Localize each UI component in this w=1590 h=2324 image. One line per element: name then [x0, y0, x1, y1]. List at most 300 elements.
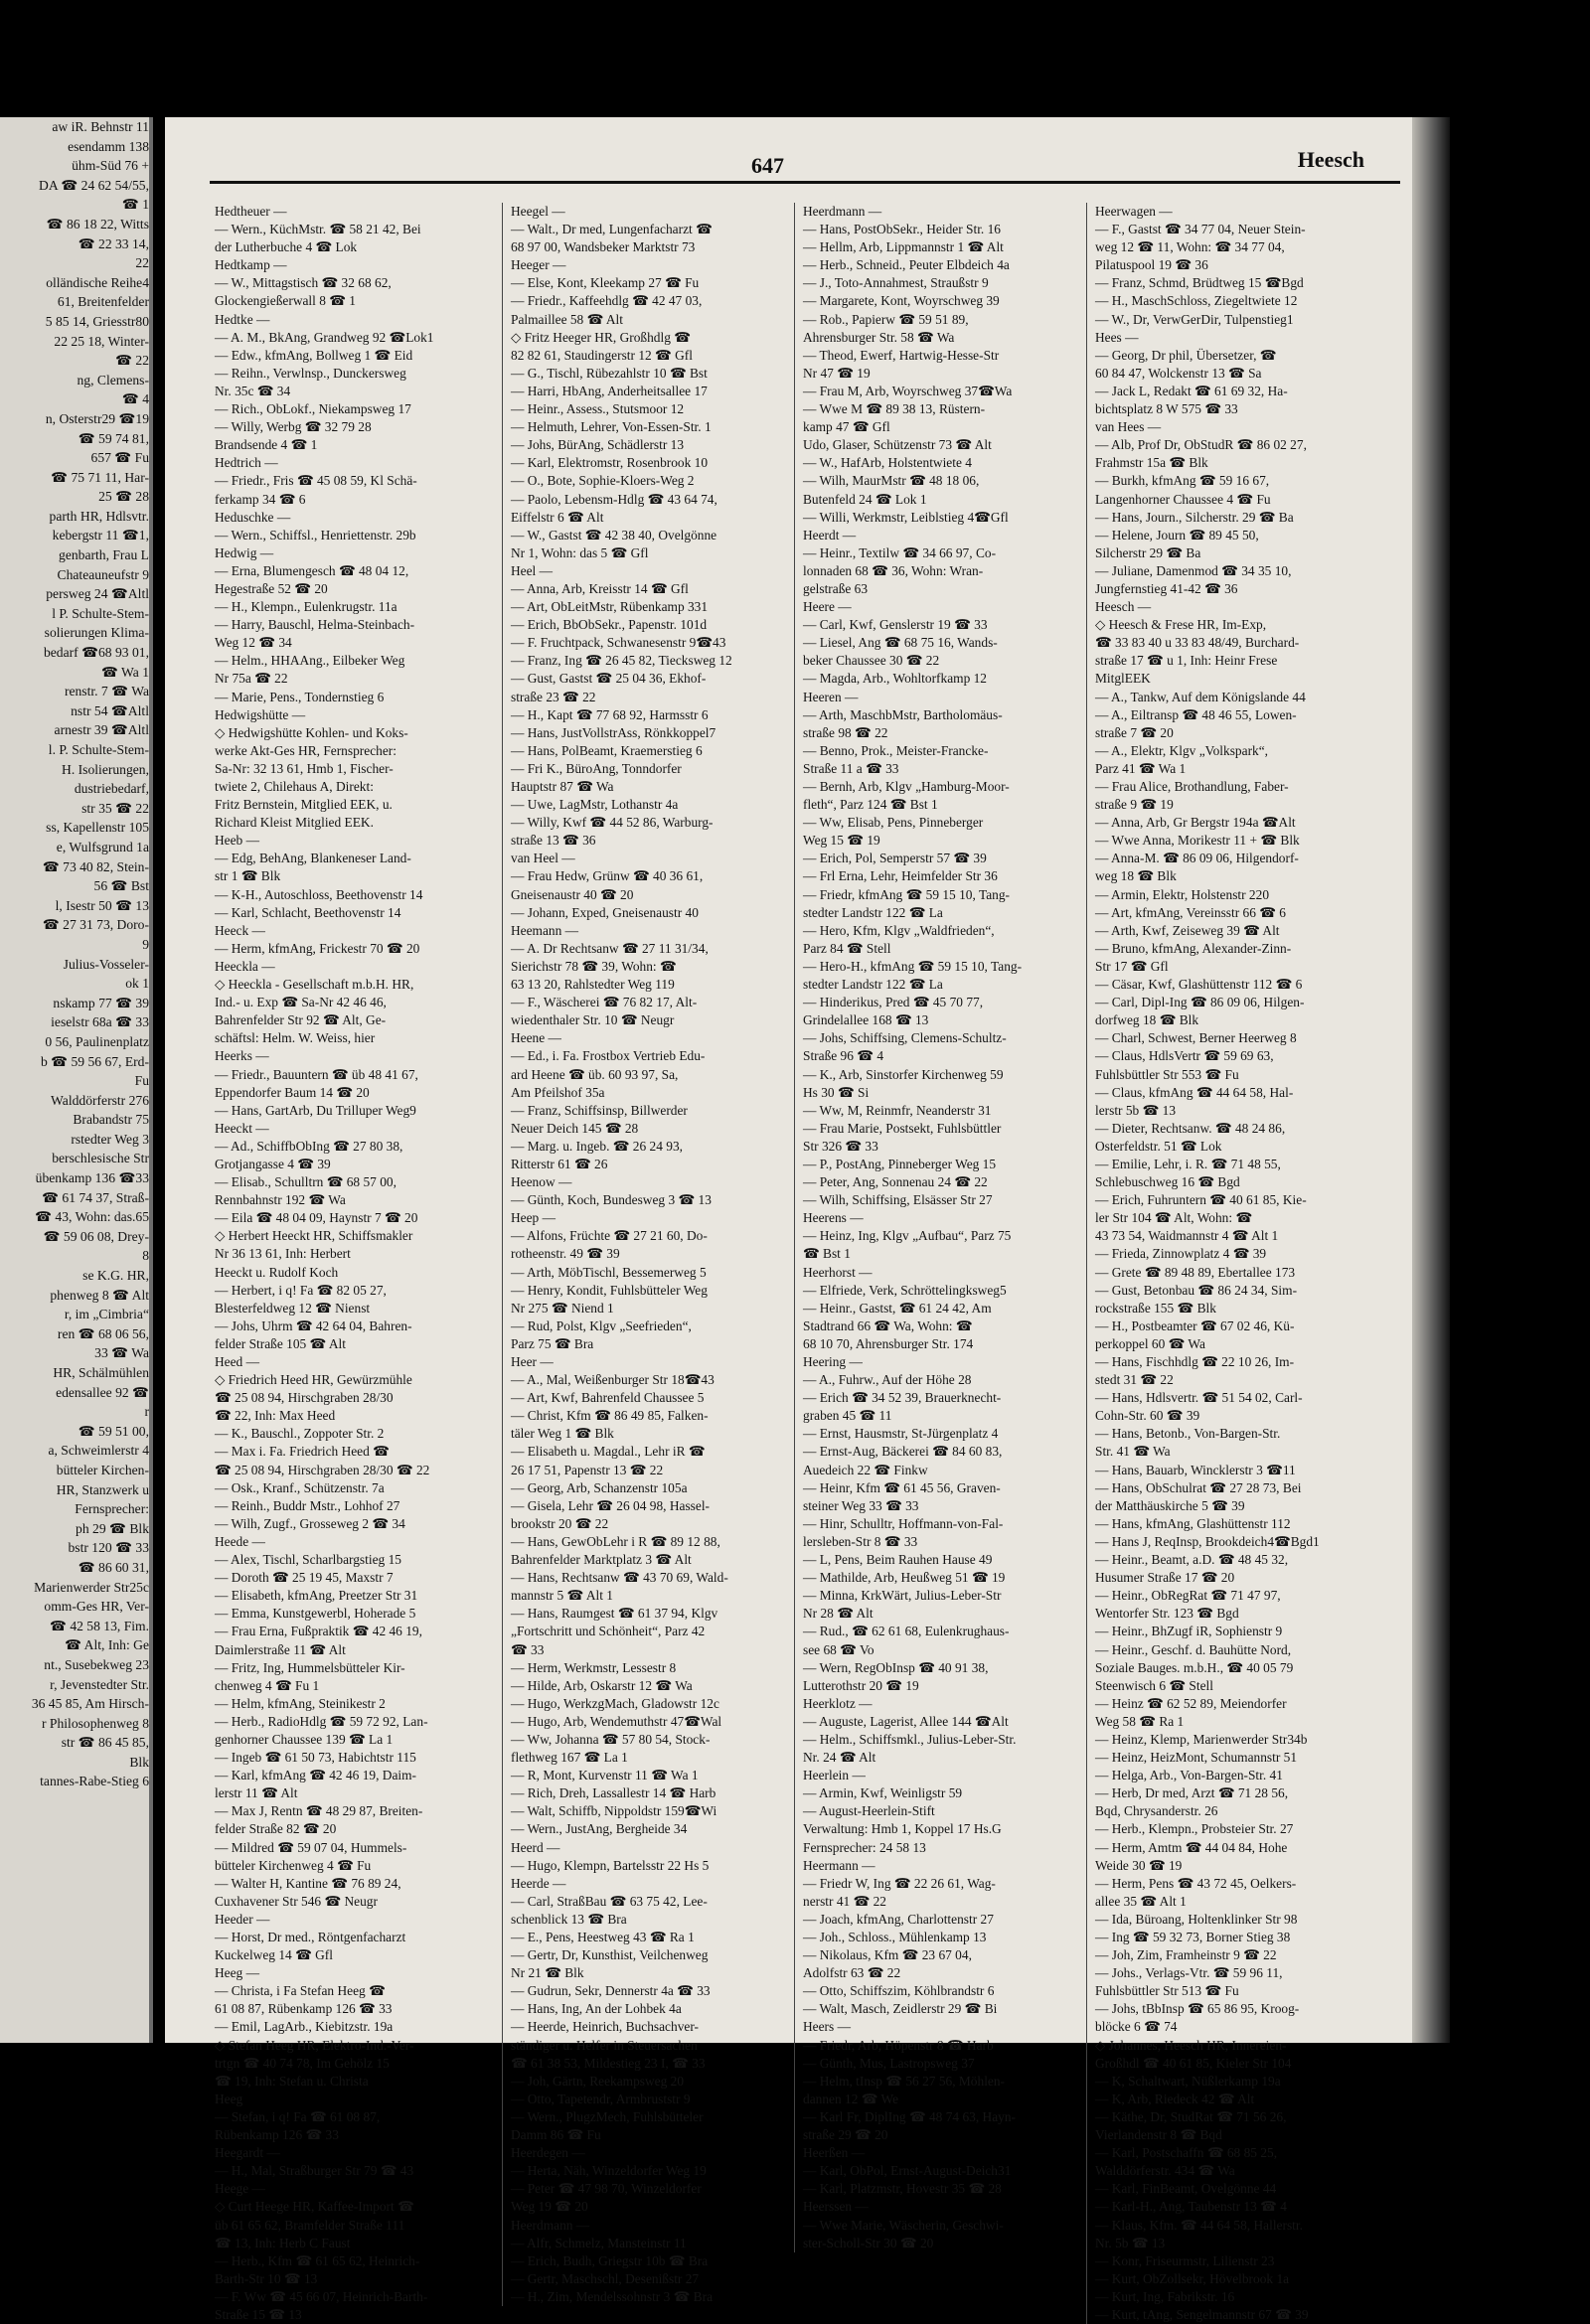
directory-line: Heel — — [511, 562, 554, 578]
directory-line: — Anna, Arb, Kreisstr 14 ☎ Gfl — [511, 580, 689, 596]
directory-line: — Alex, Tischl, Scharlbargstieg 15 — [215, 1552, 401, 1568]
previous-page-line: kebergstr 11 ☎1, — [52, 528, 149, 543]
previous-page-line: ☎ 73 40 82, Stein- — [42, 858, 149, 874]
directory-line: — Uwe, LagMstr, Lothanstr 4a — [511, 797, 679, 813]
directory-line: — Willi, Werkmstr, Leiblstieg 4☎Gfl — [803, 509, 1009, 525]
directory-line: rotheenstr. 49 ☎ 39 — [511, 1246, 620, 1262]
directory-line: Heege — — [215, 2181, 265, 2197]
directory-line: — Heinr., Beamt, a.D. ☎ 48 45 32, — [1095, 1552, 1289, 1568]
directory-line: — Herbert, i q! Fa ☎ 82 05 27, — [215, 1282, 387, 1298]
directory-line: — Rud, Polst, Klgv „Seefrieden“, — [511, 1317, 692, 1333]
directory-line: Heerks — — [215, 1048, 269, 1064]
directory-line: — P., PostAng, Pinneberger Weg 15 — [803, 1156, 997, 1171]
directory-line: ☎ 33 83 40 u 33 83 48/49, Burchard- — [1095, 635, 1300, 651]
directory-line: Nr 28 ☎ Alt — [803, 1606, 874, 1622]
directory-line: — Hero-H., kfmAng ☎ 59 15 10, Tang- — [803, 958, 1023, 974]
directory-line: — Minna, KrkWärt, Julius-Leber-Str — [803, 1588, 1002, 1604]
directory-line: felder Straße 105 ☎ Alt — [215, 1335, 346, 1351]
directory-line: straße 23 ☎ 22 — [511, 689, 596, 704]
directory-line: — Hugo, Klempn, Bartelsstr 22 Hs 5 — [511, 1857, 710, 1873]
directory-line: Heerssen — — [803, 2199, 869, 2215]
directory-line: Heesch — — [1095, 599, 1152, 615]
directory-line: — Frau Hedw, Grünw ☎ 40 36 61, — [511, 868, 704, 884]
directory-line: genhorner Chaussee 139 ☎ La 1 — [215, 1731, 394, 1747]
previous-page-line: ok 1 — [125, 976, 149, 992]
directory-line: Str 326 ☎ 33 — [803, 1138, 878, 1154]
directory-line: — Erich, Fuhruntern ☎ 40 61 85, Kie- — [1095, 1192, 1307, 1208]
directory-line: — Hans, Bauarb, Wincklerstr 3 ☎11 — [1095, 1462, 1296, 1477]
column-3 — [794, 203, 1079, 2252]
directory-page — [165, 117, 1412, 2322]
previous-page-line: ☎ 59 51 00, — [78, 1423, 149, 1439]
directory-line: — Joh, Gärtn, Reekampsweg 20 — [511, 2073, 685, 2089]
directory-line: — Friedr., Fris ☎ 45 08 59, Kl Schä- — [215, 473, 417, 489]
directory-line: Parz 84 ☎ Stell — [803, 940, 891, 956]
directory-line: — Heinr., Assess., Stutsmoor 12 — [511, 401, 685, 417]
directory-line: Heede — — [215, 1533, 265, 1549]
directory-line: nerstr 41 ☎ 22 — [803, 1893, 886, 1909]
previous-page-line: ☎ 43, Wohn: das.65 — [35, 1209, 149, 1225]
directory-line: — Carl, Dipl-Ing ☎ 86 09 06, Hilgen- — [1095, 995, 1305, 1010]
directory-line: — Hans, GartArb, Du Trilluper Weg9 — [215, 1102, 416, 1118]
previous-page-line: ☎ 86 60 31, — [78, 1559, 149, 1575]
directory-line: — Hans, Raumgest ☎ 61 37 94, Klgv — [511, 1606, 718, 1622]
directory-line: 61 08 87, Rübenkamp 126 ☎ 33 — [215, 2001, 393, 2017]
directory-line: — Georg, Arb, Schanzenstr 105a — [511, 1479, 688, 1495]
directory-line: täler Weg 1 ☎ Blk — [511, 1426, 614, 1442]
directory-line: — Ww, Elisab, Pens, Pinneberger — [803, 815, 984, 831]
directory-line: — Heinz, Klemp, Marienwerder Str34b — [1095, 1731, 1308, 1747]
directory-line: Hedwig — — [215, 544, 274, 560]
directory-line: — Fri K., BüroAng, Tonndorfer — [511, 760, 682, 776]
directory-line: — Erich, BbObSekr., Papenstr. 101d — [511, 617, 708, 633]
previous-page-line: olländische Reihe4 — [46, 274, 149, 290]
directory-line: — Christ, Kfm ☎ 86 49 85, Falken- — [511, 1408, 709, 1424]
directory-line: — Ww, Johanna ☎ 57 80 54, Stock- — [511, 1731, 711, 1747]
directory-line: — Karl, Schlacht, Beethovenstr 14 — [215, 904, 401, 920]
directory-line: 43 73 54, Waidmannstr 4 ☎ Alt 1 — [1095, 1228, 1279, 1244]
directory-line: ◇ Fritz Heeger HR, Großhdlg ☎ — [511, 329, 691, 345]
previous-page-line: ☎ 27 31 73, Doro- — [42, 917, 149, 933]
directory-line: — Hans, Betonb., Von-Bargen-Str. — [1095, 1426, 1281, 1442]
directory-line: Str 17 ☎ Gfl — [1095, 958, 1169, 974]
directory-line: beker Chaussee 30 ☎ 22 — [803, 653, 940, 669]
previous-page-line: ☎ 22 33 14, — [78, 235, 149, 251]
directory-line: — Wern., KüchMstr. ☎ 58 21 42, Bei — [215, 222, 421, 237]
directory-line: Heering — — [803, 1354, 863, 1369]
previous-page-line: 22 25 18, Winter- — [54, 333, 149, 349]
directory-line: Ind.- u. Exp ☎ Sa-Nr 42 46 46, — [215, 995, 387, 1010]
directory-line: ard Heene ☎ üb. 60 93 97, Sa, — [511, 1066, 679, 1082]
directory-line: — Johs, BürAng, Schädlerstr 13 — [511, 437, 685, 453]
directory-line: — Hans, kfmAng, Glashüttenstr 112 — [1095, 1515, 1291, 1531]
directory-line: — A. M., BkAng, Grandweg 92 ☎Lok1 — [215, 329, 434, 345]
directory-line: Vierlandenstr 8 ☎ Bqd — [1095, 2127, 1222, 2143]
directory-line: — Mildred ☎ 59 07 04, Hummels- — [215, 1839, 407, 1855]
directory-line: Heere — — [803, 599, 852, 615]
directory-line: — W., Dr, VerwGerDir, Tulpenstieg1 — [1095, 311, 1294, 327]
directory-line: dannen 12 ☎ We — [803, 2091, 899, 2106]
directory-line: — Edw., kfmAng, Bollweg 1 ☎ Eid — [215, 347, 413, 363]
directory-line: — Anna, Arb, Gr Bergstr 194a ☎Alt — [1095, 815, 1296, 831]
directory-line: — E., Pens, Heestweg 43 ☎ Ra 1 — [511, 1930, 695, 1944]
directory-line: — Marg. u. Ingeb. ☎ 26 24 93, — [511, 1138, 684, 1154]
directory-line: Heerdt — — [803, 527, 857, 542]
directory-line: 82 82 61, Staudingerstr 12 ☎ Gfl — [511, 347, 693, 363]
previous-page-line: Marienwerder Str25c — [34, 1579, 149, 1595]
directory-line: ☎ 13, Inh: Herb C Faust — [215, 2235, 351, 2250]
directory-line: fleth“, Parz 124 ☎ Bst 1 — [803, 797, 938, 813]
directory-line: — H., Kapt ☎ 77 68 92, Harmsstr 6 — [511, 706, 709, 722]
directory-line: straße 9 ☎ 19 — [1095, 797, 1174, 813]
directory-line: Damm 86 ☎ Fu — [511, 2127, 601, 2143]
directory-line: Soziale Bauges. m.b.H., ☎ 40 05 79 — [1095, 1659, 1294, 1675]
directory-line: — Bernh, Arb, Klgv „Hamburg-Moor- — [803, 779, 1010, 794]
directory-line: — Herm, kfmAng, Frickestr 70 ☎ 20 — [215, 940, 420, 956]
directory-line: — Art, kfmAng, Vereinsstr 66 ☎ 6 — [1095, 904, 1286, 920]
previous-page-line: DA ☎ 24 62 54/55, — [39, 177, 149, 193]
directory-line: üb 61 65 62, Bramfelder Straße 111 — [215, 2217, 405, 2233]
directory-line: — Karl, Platzmstr, Hovestr 35 ☎ 28 — [803, 2181, 1002, 2197]
directory-line: Hedtkamp — — [215, 257, 287, 273]
directory-line: — W., Gastst ☎ 42 38 40, Ovelgönne — [511, 527, 717, 542]
previous-page-line: ☎ Wa 1 — [100, 664, 149, 680]
previous-page-line: r, Jevenstedter Str. — [50, 1676, 149, 1692]
directory-line: — Frieda, Zinnowplatz 4 ☎ 39 — [1095, 1246, 1267, 1262]
previous-page-line: n, Osterstr29 ☎19 — [45, 410, 149, 426]
directory-line: — Franz, Schiffsinsp, Billwerder — [511, 1102, 688, 1118]
directory-line: Heene — — [511, 1030, 561, 1046]
directory-line: ◇ Heeckla - Gesellschaft m.b.H. HR, — [215, 977, 414, 993]
column-4 — [1086, 203, 1373, 2324]
directory-line: — Friedr., Bauuntern ☎ üb 48 41 67, — [215, 1066, 418, 1082]
previous-page-line: 5 85 14, Griesstr80 — [45, 313, 149, 329]
directory-line: — Erich ☎ 34 52 39, Brauerknecht- — [803, 1390, 1002, 1406]
directory-line: Heers — — [803, 2019, 851, 2035]
directory-line: gelstraße 63 — [803, 580, 869, 596]
directory-line: — Johs, Schiffsing, Clemens-Schultz- — [803, 1030, 1007, 1046]
directory-line: ☎ Bst 1 — [803, 1246, 851, 1262]
directory-line: str 1 ☎ Blk — [215, 868, 281, 884]
directory-line: felder Straße 82 ☎ 20 — [215, 1821, 337, 1837]
directory-line: see 68 ☎ Vo — [803, 1641, 874, 1657]
directory-line: Heermann — — [803, 1857, 875, 1873]
directory-line: — Hugo, WerkzgMach, Gladowstr 12c — [511, 1695, 719, 1711]
directory-line: Ahrensburger Str. 58 ☎ Wa — [803, 329, 955, 345]
previous-page-line: aw iR. Behnstr 11 — [52, 119, 149, 134]
directory-line: Sa-Nr: 32 13 61, Hmb 1, Fischer- — [215, 760, 394, 776]
directory-line: — Carl, Kwf, Genslerstr 19 ☎ 33 — [803, 617, 988, 633]
directory-line: — Gust, Gastst ☎ 25 04 36, Ekhof- — [511, 671, 707, 687]
directory-line: Heeren — — [803, 689, 859, 704]
directory-line: schenblick 13 ☎ Bra — [511, 1911, 627, 1927]
directory-line: — Heinr, Kfm ☎ 61 45 56, Graven- — [803, 1479, 1001, 1495]
directory-line: — Frau Erna, Fußpraktik ☎ 42 46 19, — [215, 1624, 422, 1639]
directory-line: dorfweg 18 ☎ Blk — [1095, 1012, 1199, 1028]
directory-line: — Gertr, Maschschl, Desenißstr 27 — [511, 2270, 700, 2286]
directory-line: — Ing ☎ 59 32 73, Borner Stieg 38 — [1095, 1930, 1291, 1944]
directory-line: — Wwe Marie, Wäscherin, Geschwi- — [803, 2217, 1004, 2233]
directory-line: — Hugo, Arb, Wendemuthstr 47☎Wal — [511, 1713, 722, 1729]
directory-line: — Ida, Büroang, Holtenklinker Str 98 — [1095, 1911, 1298, 1927]
directory-line: Heeckt u. Rudolf Koch — [215, 1264, 339, 1280]
directory-line: Pilatuspool 19 ☎ 36 — [1095, 257, 1208, 273]
directory-line: — Heinr., Geschf. d. Bauhütte Nord, — [1095, 1641, 1292, 1657]
directory-line: — Hilde, Arb, Oskarstr 12 ☎ Wa — [511, 1677, 693, 1693]
directory-line: der Lutherbuche 4 ☎ Lok — [215, 239, 358, 255]
directory-line: Udo, Glaser, Schützenstr 73 ☎ Alt — [803, 437, 992, 453]
previous-page-line: b ☎ 59 56 67, Erd- — [40, 1053, 149, 1069]
directory-line: — Horst, Dr med., Röntgenfacharzt — [215, 1930, 406, 1944]
directory-line: Walddörferstr. 434 ☎ Wa — [1095, 2163, 1235, 2179]
directory-line: Weg 19 ☎ 20 — [511, 2199, 588, 2215]
directory-line: straße 17 ☎ u 1, Inh: Heinr Frese — [1095, 653, 1278, 669]
directory-line: „Fortschritt und Schönheit“, Parz 42 — [511, 1624, 706, 1639]
directory-line: — Ernst-Aug, Bäckerei ☎ 84 60 83, — [803, 1444, 1003, 1460]
directory-line: ☎ 25 08 94, Hirschgraben 28/30 ☎ 22 — [215, 1462, 430, 1477]
directory-line: — H., MaschSchloss, Ziegeltwiete 12 — [1095, 293, 1298, 309]
directory-line: — Hans, Ing, An der Lohbek 4a — [511, 2001, 682, 2017]
directory-line: Eiffelstr 6 ☎ Alt — [511, 509, 604, 525]
directory-line: ◇ Hedwigshütte Kohlen- und Koks- — [215, 724, 408, 740]
directory-line: der Matthäuskirche 5 ☎ 39 — [1095, 1497, 1245, 1513]
directory-line: — Helm., HHAAng., Eilbeker Weg — [215, 653, 405, 669]
directory-line: Fritz Bernstein, Mitglied EEK, u. — [215, 797, 393, 813]
directory-line: ◇ Friedrich Heed HR, Gewürzmühle — [215, 1372, 412, 1388]
directory-line: — Wilh, Zugf., Grosseweg 2 ☎ 34 — [215, 1515, 405, 1531]
directory-line: — Hans, Rechtsanw ☎ 43 70 69, Wald- — [511, 1570, 728, 1586]
directory-line: — Friedr W, Ing ☎ 22 26 61, Wag- — [803, 1875, 996, 1891]
directory-line: lersleben-Str 8 ☎ 33 — [803, 1533, 918, 1549]
directory-line: — Heinr., BhZugf iR, Sophienstr 9 — [1095, 1624, 1283, 1639]
directory-line: — Joach, kfmAng, Charlottenstr 27 — [803, 1911, 994, 1927]
directory-line: — Margarete, Kont, Woyrschweg 39 — [803, 293, 1000, 309]
directory-line: Eppendorfer Baum 14 ☎ 20 — [215, 1084, 370, 1100]
directory-line: — Magda, Arb., Wohltorfkamp 12 — [803, 671, 988, 687]
directory-line: — Helga, Arb., Von-Bargen-Str. 41 — [1095, 1768, 1283, 1783]
previous-page-line: esendamm 138 — [68, 138, 149, 154]
directory-line: — Anna-M. ☎ 86 09 06, Hilgendorf- — [1095, 851, 1299, 866]
directory-line: werke Akt-Ges HR, Fernsprecher: — [215, 742, 397, 758]
directory-line: Heeger — — [511, 257, 566, 273]
directory-line: — Armin, Elektr, Holstenstr 220 — [1095, 886, 1270, 902]
directory-line: Heerdmann — — [511, 2217, 590, 2233]
directory-line: Heemann — — [511, 922, 579, 938]
directory-line: — Eila ☎ 48 04 09, Haynstr 7 ☎ 20 — [215, 1210, 418, 1226]
directory-line: Nr. 24 ☎ Alt — [803, 1750, 876, 1766]
directory-line: Verwaltung: Hmb 1, Koppel 17 Hs.G — [803, 1821, 1002, 1837]
directory-line: ständiger u. Helfer in Steuersachen — [511, 2037, 698, 2053]
directory-line: — F. Ww ☎ 45 66 07, Heinrich-Barth- — [215, 2288, 428, 2304]
directory-line: Brandsende 4 ☎ 1 — [215, 437, 318, 453]
directory-line: — Nikolaus, Kfm ☎ 23 67 04, — [803, 1947, 972, 1963]
directory-line: — Johs., Verlags-Vtr. ☎ 59 96 11, — [1095, 1965, 1283, 1981]
directory-line: — Heinz, HeizMont, Schumannstr 51 — [1095, 1750, 1298, 1766]
previous-page-line: ☎ 4 — [121, 391, 149, 407]
directory-line: graben 45 ☎ 11 — [803, 1408, 892, 1424]
directory-line: — Hans, ObSchulrat ☎ 27 28 73, Bei — [1095, 1479, 1302, 1495]
column-2 — [502, 203, 787, 2306]
directory-line: Großhdl ☎ 40 61 85, Kieler Str 104 — [1095, 2055, 1292, 2071]
directory-line: — Wern, RegObInsp ☎ 40 91 38, — [803, 1659, 989, 1675]
directory-line: — Elfriede, Verk, Schröttelingksweg5 — [803, 1282, 1007, 1298]
column-1 — [215, 203, 503, 2324]
directory-line: Nr 275 ☎ Niend 1 — [511, 1300, 614, 1316]
directory-line: — Paolo, Lebensm-Hdlg ☎ 43 64 74, — [511, 491, 717, 507]
directory-line: — Osk., Kranf., Schützenstr. 7a — [215, 1479, 385, 1495]
directory-line: — Art, ObLeitMstr, Rübenkamp 331 — [511, 599, 709, 615]
directory-line: Heerhorst — — [803, 1264, 873, 1280]
directory-line: twiete 2, Chilehaus A, Direkt: — [215, 779, 374, 794]
directory-line: — Hellm, Arb, Lippmannstr 1 ☎ Alt — [803, 239, 1004, 255]
directory-line: — Hans, Journ., Silcherstr. 29 ☎ Ba — [1095, 509, 1294, 525]
directory-line: — Günth, Koch, Bundesweg 3 ☎ 13 — [511, 1192, 712, 1208]
directory-line: Am Pfeilshof 35a — [511, 1084, 605, 1100]
previous-page-line: Blk — [129, 1754, 149, 1770]
previous-page-line: ss, Kapellenstr 105 — [46, 820, 149, 836]
directory-line: Heerens — — [803, 1210, 864, 1226]
directory-line: — Rich, Dreh, Lassallestr 14 ☎ Harb — [511, 1785, 716, 1801]
previous-page-line: ng, Clemens- — [77, 372, 149, 387]
directory-line: ◇ Johannes, Heesch HR, Innereien- — [1095, 2037, 1287, 2053]
directory-line: schäftsl: Helm. W. Weiss, hier — [215, 1030, 376, 1046]
directory-line: — Heinr., ObRegRat ☎ 71 47 97, — [1095, 1588, 1281, 1604]
directory-line: — Otto, Tapetendr, Armbruststr 9 — [511, 2091, 691, 2106]
directory-line: — K-H., Autoschloss, Beethovenstr 14 — [215, 886, 423, 902]
directory-line: — Ad., SchiffbObIng ☎ 27 80 38, — [215, 1138, 403, 1154]
directory-line: — Gust, Betonbau ☎ 86 24 34, Sim- — [1095, 1282, 1298, 1298]
directory-line: — H., Zim, Mendelssohnstr 3 ☎ Bra — [511, 2288, 714, 2304]
directory-line: bütteler Kirchenweg 4 ☎ Fu — [215, 1857, 372, 1873]
directory-line: — Fritz, Ing, Hummelsbütteler Kir- — [215, 1659, 405, 1675]
previous-page-line: berschlesische Str — [52, 1151, 149, 1166]
directory-line: Heerdegen — — [511, 2145, 585, 2161]
directory-line: — Herb, Dr med, Arzt ☎ 71 28 56, — [1095, 1785, 1289, 1801]
directory-line: — Johs, Uhrm ☎ 42 64 04, Bahren- — [215, 1317, 412, 1333]
directory-line: — Rud., ☎ 62 61 68, Eulenkrughaus- — [803, 1624, 1010, 1639]
previous-page-line: persweg 24 ☎Altl — [46, 586, 149, 602]
directory-line: — Helm, kfmAng, Steinikestr 2 — [215, 1695, 386, 1711]
directory-line: Barth-Str 10 ☎ 13 — [215, 2270, 318, 2286]
directory-line: Daimlerstraße 11 ☎ Alt — [215, 1641, 346, 1657]
directory-line: Weg 15 ☎ 19 — [803, 833, 880, 849]
directory-line: — Alfr, Schmelz, Mansteinstr 11 — [511, 2235, 687, 2250]
directory-line: Str. 41 ☎ Wa — [1095, 1444, 1171, 1460]
directory-line: — Cäsar, Kwf, Glashüttenstr 112 ☎ 6 — [1095, 977, 1303, 993]
directory-line: — Theod, Ewerf, Hartwig-Hesse-Str — [803, 347, 1000, 363]
directory-line: Heegel — — [511, 204, 565, 219]
directory-line: — Ww, M, Reinmfr, Neanderstr 31 — [803, 1102, 992, 1118]
directory-line: Hedtheuer — — [215, 204, 287, 219]
directory-line: — K, Schaltwart, Nüßlerkamp 19a — [1095, 2073, 1281, 2089]
directory-line: 68 97 00, Wandsbeker Marktstr 73 — [511, 239, 696, 255]
previous-page-line: ☎ 59 74 81, — [78, 430, 149, 446]
running-header: Heesch — [1297, 147, 1364, 172]
directory-line: — Willy, Kwf ☎ 44 52 86, Warburg- — [511, 815, 714, 831]
previous-page-line: str 35 ☎ 22 — [81, 800, 149, 816]
previous-page-line: bedarf ☎68 93 01, — [43, 645, 149, 661]
previous-page-line: ☎ 59 06 08, Drey- — [43, 1228, 149, 1244]
previous-page-lines — [0, 117, 149, 1791]
directory-line: — Hans, Fischhdlg ☎ 22 10 26, Im- — [1095, 1354, 1295, 1369]
directory-line: Straße 96 ☎ 4 — [803, 1048, 884, 1064]
previous-page-line: nt., Susebekweg 23 — [44, 1656, 149, 1672]
directory-line: — H., Klempn., Eulenkrugstr. 11a — [215, 599, 398, 615]
directory-line: — Doroth ☎ 25 19 45, Maxstr 7 — [215, 1570, 394, 1586]
directory-line: — Wilh, MaurMstr ☎ 48 18 06, — [803, 473, 980, 489]
directory-line: Frahmstr 15a ☎ Blk — [1095, 455, 1208, 471]
previous-page-line: r, im „Cimbria“ — [64, 1307, 149, 1322]
directory-line: allee 35 ☎ Alt 1 — [1095, 1893, 1187, 1909]
directory-line: lonnaden 68 ☎ 36, Wohn: Wran- — [803, 562, 984, 578]
previous-page-line: ☎ 61 74 37, Straß- — [42, 1189, 149, 1205]
directory-line: van Heel — — [511, 851, 575, 866]
directory-line: — Rob., Papierw ☎ 59 51 89, — [803, 311, 969, 327]
directory-line: Heer — — [511, 1354, 554, 1369]
directory-line: rockstraße 155 ☎ Blk — [1095, 1300, 1216, 1316]
directory-line: ster-Scholl-Str 30 ☎ 20 — [803, 2235, 934, 2250]
directory-line: — H., Postbeamter ☎ 67 02 46, Kü- — [1095, 1317, 1295, 1333]
directory-line: — Willy, Werbg ☎ 32 79 28 — [215, 419, 372, 435]
directory-line: Neuer Deich 145 ☎ 28 — [511, 1120, 639, 1136]
directory-line: — Heinz ☎ 62 52 89, Meiendorfer — [1095, 1695, 1287, 1711]
directory-line: — Gisela, Lehr ☎ 26 04 98, Hassel- — [511, 1497, 711, 1513]
directory-line: — Emma, Kunstgewerbl, Hoherade 5 — [215, 1606, 416, 1622]
directory-line: — Günth, Mus, Lastropsweg 37 — [803, 2055, 975, 2071]
directory-line: — Juliane, Damenmod ☎ 34 35 10, — [1095, 562, 1292, 578]
directory-line: — Walt, Masch, Zeidlerstr 29 ☎ Bi — [803, 2001, 998, 2017]
directory-line: Glockengießerwall 8 ☎ 1 — [215, 293, 356, 309]
previous-page-line: r — [144, 1404, 149, 1420]
directory-line: — Heinr., Textilw ☎ 34 66 97, Co- — [803, 544, 997, 560]
directory-line: Nr 47 ☎ 19 — [803, 365, 871, 381]
directory-line: — Karl, Postschaffn ☎ 68 85 25, — [1095, 2145, 1278, 2161]
directory-line: ferkamp 34 ☎ 6 — [215, 491, 306, 507]
page-number: 647 — [751, 153, 784, 178]
directory-line: — Hans, PolBeamt, Kraemerstieg 6 — [511, 742, 703, 758]
directory-line: Heeck — — [215, 922, 265, 938]
directory-line: — Otto, Schiffszim, Köhlbrandstr 6 — [803, 1983, 995, 1999]
directory-line: chenweg 4 ☎ Fu 1 — [215, 1677, 320, 1693]
directory-line: Nr. 35c ☎ 34 — [215, 383, 291, 398]
directory-line: — Konr, Friseurmstr, Lilienstr 23 — [1095, 2252, 1275, 2268]
directory-line: — Friedr, Arb, Höpenstr 8 ☎ Harb — [803, 2037, 994, 2053]
directory-line: ◇ Stefan Heeg HR, Elektro-Ind.-Ver- — [215, 2037, 414, 2053]
previous-page-line: Chateauneufstr 9 — [57, 566, 149, 582]
directory-line: kamp 47 ☎ Gfl — [803, 419, 890, 435]
directory-line: Butenfeld 24 ☎ Lok 1 — [803, 491, 927, 507]
directory-line: Palmaillee 58 ☎ Alt — [511, 311, 624, 327]
directory-line: Schlebuschweg 16 ☎ Bgd — [1095, 1174, 1240, 1190]
previous-page-line: ☎ 22 — [115, 353, 149, 369]
directory-line: Straße 11 a ☎ 33 — [803, 760, 899, 776]
previous-page-line: HR, Stanzwerk u — [56, 1481, 149, 1497]
directory-line: Hees — — [1095, 329, 1139, 345]
directory-line: — Emilie, Lehr, i. R. ☎ 71 48 55, — [1095, 1156, 1281, 1171]
directory-line: Nr. 5b ☎ 13 — [1095, 2235, 1166, 2250]
previous-page-line: tannes-Rabe-Stieg 6 — [40, 1774, 149, 1789]
previous-page-line: 8 — [142, 1248, 149, 1264]
directory-line: — Max i. Fa. Friedrich Heed ☎ — [215, 1444, 390, 1460]
previous-page-line: solierungen Klima- — [44, 625, 149, 641]
directory-line: trtgn ☎ 40 74 78, Im Gehölz 15 — [215, 2055, 390, 2071]
directory-line: — Walt, Schiffb, Nippoldstr 159☎Wi — [511, 1803, 717, 1819]
directory-line: — Claus, HdlsVertr ☎ 59 69 63, — [1095, 1048, 1274, 1064]
directory-line: — Hans, Hdlsvertr. ☎ 51 54 02, Carl- — [1095, 1390, 1303, 1406]
directory-line: — Gudrun, Sekr, Dennerstr 4a ☎ 33 — [511, 1983, 711, 1999]
directory-line: — Rich., ObLokf., Niekampsweg 17 — [215, 401, 411, 417]
previous-page-line: 61, Breitenfelder — [57, 294, 149, 310]
